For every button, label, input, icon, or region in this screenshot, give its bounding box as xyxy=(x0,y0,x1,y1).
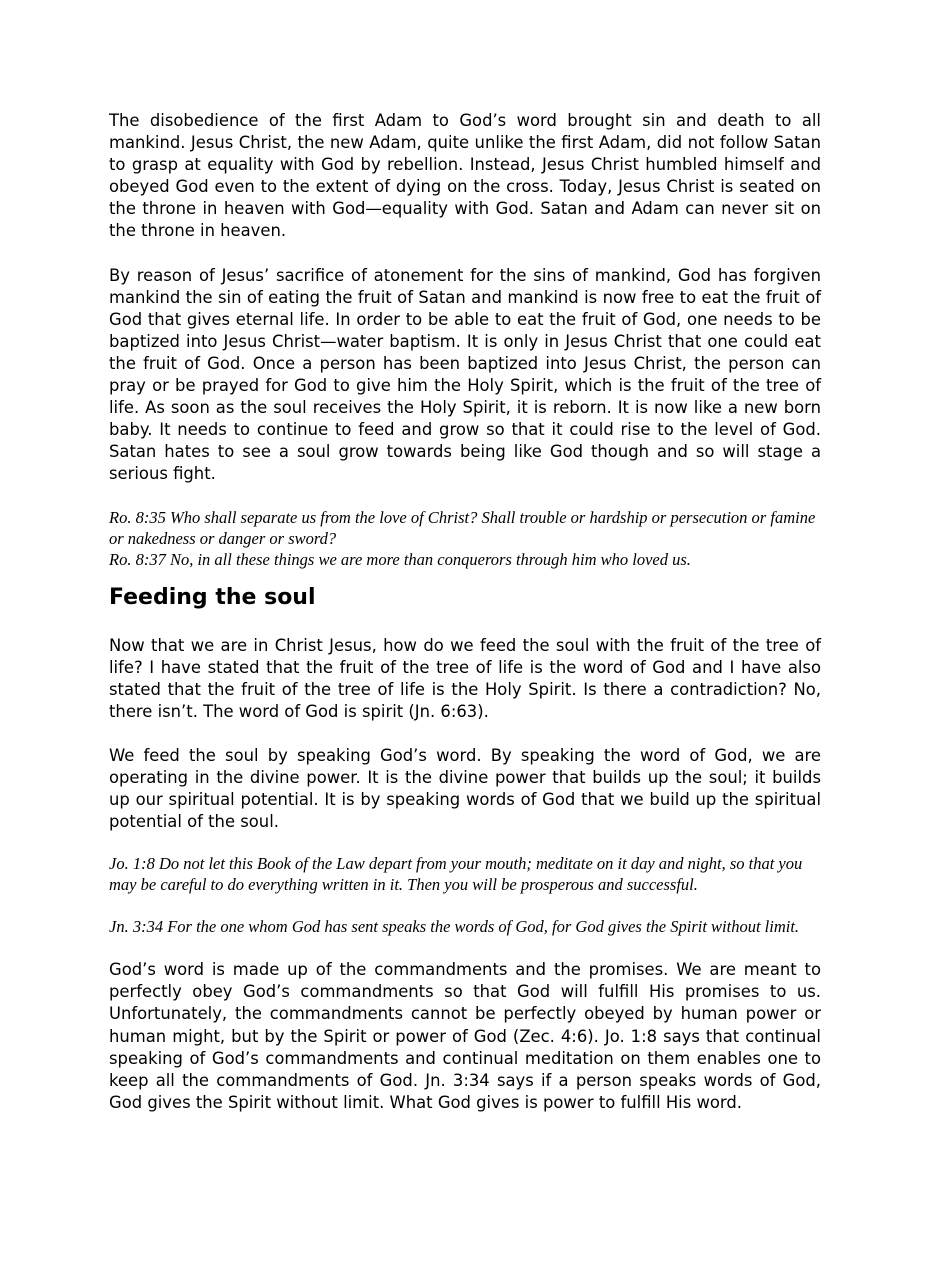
section-heading: Feeding the soul xyxy=(109,584,316,610)
paragraph-feeding-soul: Now that we are in Christ Jesus, how do we feed the soul with the fruit of the tree of life? I have stated that the fruit of the tree of life is the word of God and I have also stated that the fruit of the tree of life is the Holy Spirit. Is there a contradiction? No, there isn’t. The word of God is spirit (Jn. 6:63). xyxy=(109,635,821,721)
paragraph-commandments: God’s word is made up of the commandments and the promises. We are meant to perfectly obey God’s commandments so that God will fulfill His promises to us. Unfortunately, the commandments cannot be perfectly obeyed by human power or human might, but by the Spirit or power of God (Zec. 4:6). Jo. 1:8 says that continual speaking of God’s commandments and continual meditation on them enables one to keep all the commandments of God. Jn. 3:34 says if a person speaks words of God, God gives the Spirit without limit. What God gives is power to fulfill His word. xyxy=(109,960,821,1112)
paragraph-first-adam: The disobedience of the first Adam to God’s word brought sin and death to all mankind. Jesus Christ, the new Adam, quite unlike the first Adam, did not follow Satan to grasp at equality with God by rebellion. Instead, Jesus Christ humbled himself and obeyed God even to the extent of dying on the cross. Today, Jesus Christ is seated on the throne in heaven with God—equality with God. Satan and Adam can never sit on the throne in heaven. xyxy=(109,111,821,241)
quote-romans-8-35: Ro. 8:35 Who shall separate us from the love of Christ? Shall trouble or hardship or persecution or famine or nakedness or danger or sword? xyxy=(109,507,816,548)
document-page xyxy=(109,110,821,1114)
paragraph-speaking-word: We feed the soul by speaking God’s word. By speaking the word of God, we are operating in the divine power. It is the divine power that builds up the soul; it builds up our spiritual potential. It is by speaking words of God that we build up the spiritual potential of the soul. xyxy=(109,745,821,832)
scripture-quote-john: Jn. 3:34 For the one whom God has sent speaks the words of God, for God gives the Spirit without limit. xyxy=(109,917,800,937)
paragraph-atonement: By reason of Jesus’ sacrifice of atonement for the sins of mankind, God has forgiven mankind the sin of eating the fruit of Satan and mankind is now free to eat the fruit of God that gives eternal life. In order to be able to eat the fruit of God, one needs to be baptized into Jesus Christ—water baptism. It is only in Jesus Christ that one could eat the fruit of God. Once a person has been baptized into Jesus Christ, the person can pray or be prayed for God to give him the Holy Spirit, which is the fruit of the tree of life. As soon as the soul receives the Holy Spirit, it is reborn. It is now like a new born baby. It needs to continue to feed and grow so that it could rise to the level of God. Satan hates to see a soul grow towards being like God though and so will stage a serious fight. xyxy=(109,265,821,484)
quote-romans-8-37: Ro. 8:37 No, in all these things we are more than conquerors through him who loved us. xyxy=(109,549,691,569)
scripture-quote-joshua: Jo. 1:8 Do not let this Book of the Law depart from your mouth; meditate on it day and night, so that you may be careful to do everything written in it. Then you will be prosperous and successful. xyxy=(109,854,803,895)
scripture-quote-romans xyxy=(109,507,821,570)
